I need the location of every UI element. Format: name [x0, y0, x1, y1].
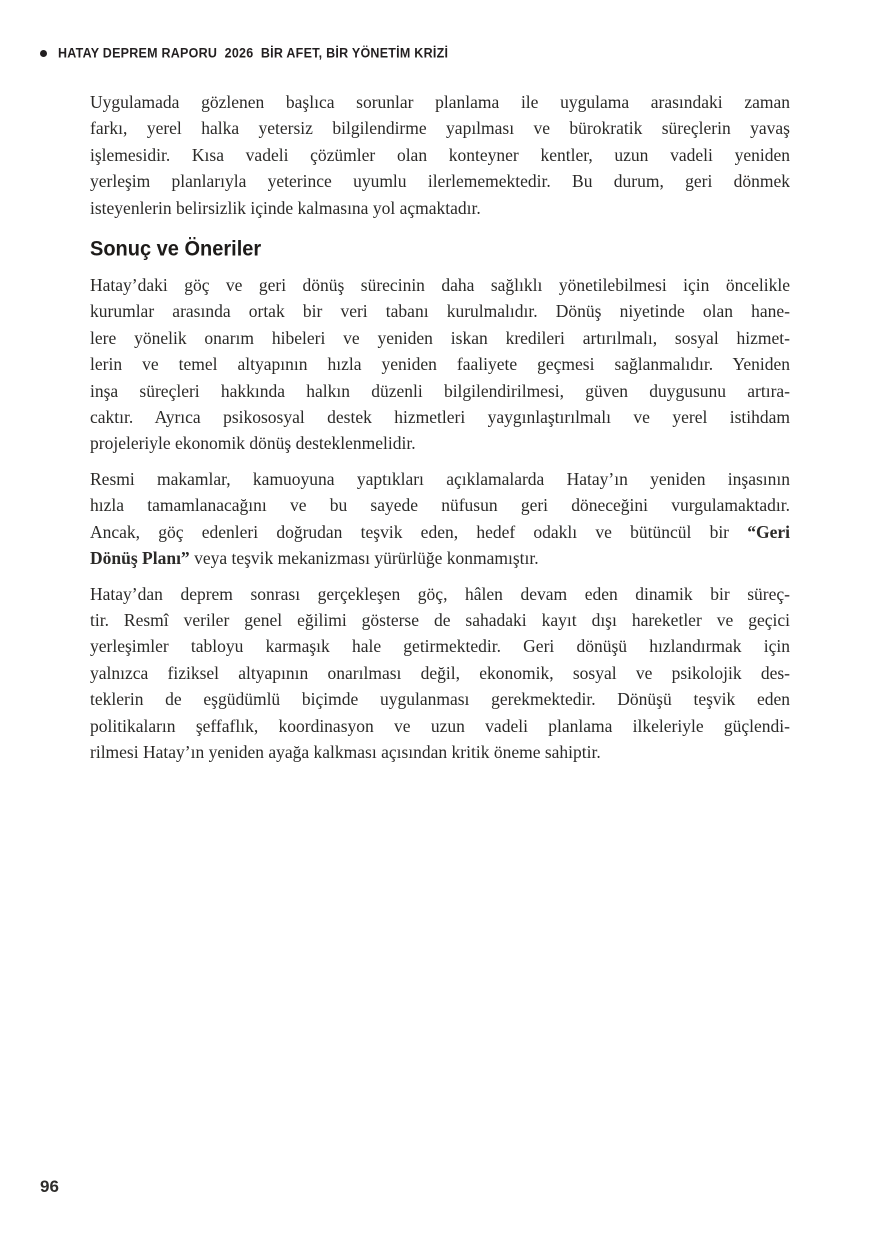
- paragraph-migration-dynamics: [90, 581, 790, 766]
- text-line: farkı, yerel halka yetersiz bilgilendirme yapılması ve bürokratik süreçlerin yavaş: [90, 118, 790, 139]
- section-heading: Sonuç ve Öneriler: [90, 237, 262, 261]
- text-segment: Ancak, göç edenleri doğrudan teşvik eden, hedef odaklı ve bütüncül bir: [90, 521, 748, 542]
- text-line: lerin ve temel altyapının hızla yeniden faaliyete geçmesi sağlanmalıdır. Yeniden: [90, 354, 790, 375]
- text-line: Hatay’dan deprem sonrası gerçekleşen göç, hâlen devam eden dinamik bir süreç-: [90, 583, 790, 604]
- text-line: kurumlar arasında ortak bir veri tabanı kurulmalıdır. Dönüş niyetinde olan hane-: [90, 301, 790, 322]
- running-header-title: HATAY DEPREM RAPORU 2026 BİR AFET, BİR YÖNETİM KRİZİ: [58, 45, 449, 61]
- bold-phrase-geri-donus-plani: “Geri: [747, 521, 790, 542]
- bold-phrase-geri-donus-plani: Dönüş Planı”: [90, 548, 190, 569]
- text-line: caktır. Ayrıca psikososyal destek hizmetleri yaygınlaştırılmalı ve yerel istihdam: [90, 407, 790, 428]
- running-header: [40, 46, 448, 60]
- text-line: [90, 519, 790, 545]
- page-body: [90, 89, 790, 774]
- text-line: tir. Resmî veriler genel eğilimi gösterse de sahadaki kayıt dışı hareketler ve geçici: [90, 609, 790, 630]
- text-line: hızla tamamlanacağını ve bu sayede nüfusun geri döneceğini vurgulamaktadır.: [90, 495, 790, 516]
- paragraph-implementation-issues: [90, 89, 790, 221]
- text-line: yalnızca fiziksel altyapının onarılması değil, ekonomik, sosyal ve psikolojik des-: [90, 662, 790, 683]
- page-number: 96: [40, 1177, 59, 1196]
- text-line: Hatay’daki göç ve geri dönüş sürecinin daha sağlıklı yönetilebilmesi için öncelikle: [90, 275, 790, 296]
- text-line: rilmesi Hatay’ın yeniden ayağa kalkması açısından kritik öneme sahiptir.: [90, 741, 601, 762]
- paragraph-recommendations: [90, 272, 790, 457]
- text-line: Uygulamada gözlenen başlıca sorunlar planlama ile uygulama arasındaki zaman: [90, 92, 790, 112]
- text-line: yerleşim planlarıyla yeterince uyumlu ilerlememektedir. Bu durum, geri dönmek: [90, 171, 790, 192]
- text-line: teklerin de eşgüdümlü biçimde uygulanması gerekmektedir. Dönüşü teşvik eden: [90, 689, 790, 710]
- text-line: [90, 545, 790, 571]
- text-line: lere yönelik onarım hibeleri ve yeniden iskan kredileri artırılmalı, sosyal hizmet-: [90, 327, 790, 348]
- paragraph-official-statements: [90, 466, 790, 572]
- text-line: projeleriyle ekonomik dönüş desteklenmelidir.: [90, 433, 416, 454]
- text-line: Resmi makamlar, kamuoyuna yaptıkları açıklamalarda Hatay’ın yeniden inşasının: [90, 468, 790, 489]
- text-line: yerleşimler tabloyu karmaşık hale getirmektedir. Geri dönüşü hızlandırmak için: [90, 636, 790, 657]
- header-bullet-icon: [40, 50, 47, 57]
- text-line: işlemesidir. Kısa vadeli çözümler olan konteyner kentler, uzun vadeli yeniden: [90, 144, 790, 165]
- text-segment: veya teşvik mekanizması yürürlüğe konmamıştır.: [189, 548, 539, 569]
- text-line: isteyenlerin belirsizlik içinde kalmasına yol açmaktadır.: [90, 197, 481, 218]
- text-line: politikaların şeffaflık, koordinasyon ve uzun vadeli planlama ilkeleriyle güçlendi-: [90, 715, 790, 736]
- text-line: inşa süreçleri hakkında halkın düzenli bilgilendirilmesi, güven duygusunu artıra-: [90, 380, 790, 401]
